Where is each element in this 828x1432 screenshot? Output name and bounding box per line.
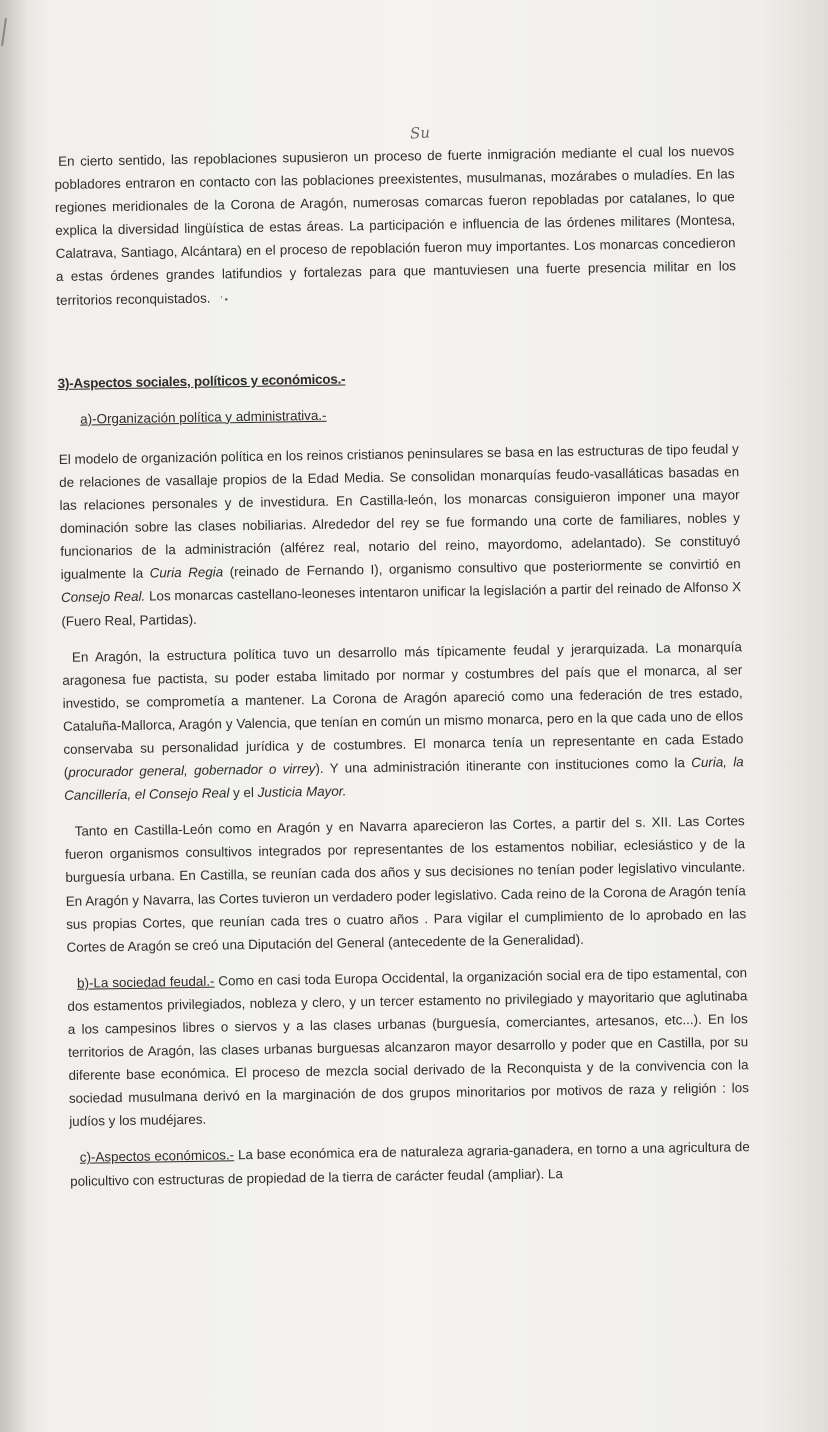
paragraph-modelo-politico: El modelo de organización política en los reinos cristianos peninsulares se basa en las estructuras de tipo feudal y de relaciones de vasallaje propios de la Edad Media. Se consolidan monarquías feudo-vasalláticas basadas en las relaciones personales y de investidura. En Castilla-león, los monarcas consiguieron imponer una mayor dominación sobre las clases nobiliarias. Alrededor del rey se fue formando una corte de familiares, nobles y funcionarios de la administración (alférez real, notario del reino, mayordomo, adelantado). Se constituyó igualmente la Curia Regia (reinado de Fernando I), organismo consultivo que posteriormente se convirtió en Consejo Real. Los monarcas castellano-leoneses intentaron unificar la legislación a partir del reinado de Alfonso X (Fuero Real, Partidas). (58, 441, 742, 629)
page-shadow (0, 0, 28, 1432)
pencil-dots: ' • (220, 293, 228, 304)
paragraph-aragon: En Aragón, la estructura política tuvo un desarrollo más típicamente feudal y jerarquizada. La monarquía aragonesa fue pactista, su poder estaba limitado por normar y costumbres del país que el monarca, al ser investido, se comprometía a mantener. La Corona de Aragón apareció como una federación de tres estado, Cataluña-Mallorca, Aragón y Valencia, que tenían en común un mismo monarca, pero en la que cada uno de ellos conservaba su personalidad jurídica y de costumbres. El monarca tenía un representante en cada Estado (procurador general, gobernador o virrey). Y una administración itinerante con instituciones como la Curia, la Cancillería, el Consejo Real y el Justicia Mayor. (62, 638, 744, 804)
section-3-heading: 3)-Aspectos sociales, políticos y económicos.- (57, 371, 346, 391)
handwritten-mark: Su (409, 123, 431, 143)
section-a-heading: a)-Organización política y administrativa.- (80, 407, 327, 427)
paragraph-repoblaciones: En cierto sentido, las repoblaciones supusieron un proceso de fuerte inmigración mediante el cual los nuevos pobladores entraron en contacto con las poblaciones preexistentes, musulmanas, mozárabes o muladíes. En las regiones meridionales de la Corona de Aragón, numerosas comarcas fueron repobladas por catalanes, lo que explica la diversidad lingüística de estas áreas. La participación e influencia de las órdenes militares (Montesa, Calatrava, Santiago, Alcántara) en el proceso de repoblación fueron muy importantes. Los monarcas concedieron a estas órdenes grandes latifundios y fortalezas para que mantuviesen una fuerte presencia militar en los territorios reconquistados. ' • (54, 143, 737, 308)
paragraph-cortes: Tanto en Castilla-León como en Aragón y en Navarra aparecieron las Cortes, a partir del s. XII. Las Cortes fueron organismos consultivos integrados por representantes de los estamentos nobiliar, eclesiástico y de la burguesía urbana. En Castilla, se reunían cada dos años y sus decisiones no tenían poder legislativo vinculante. En Aragón y Navarra, las Cortes tuvieron un verdadero poder legislativo. Cada reino de la Corona de Aragón tenía sus propias Cortes, que reunían cada tres o cuatro años . Para vigilar el cumplimiento de lo aprobado en las Cortes de Aragón se creó una Diputación del General (antecedente de la Generalidad). (64, 813, 747, 955)
paragraph-aspectos-economicos: c)-Aspectos económicos.- La base económica era de naturaleza agraria-ganadera, en torno a una agricultura de policultivo con estructuras de propiedad de la tierra de carácter feudal (ampliar). La (70, 1139, 750, 1189)
paragraph-sociedad-feudal: b)-La sociedad feudal.- Como en casi toda Europa Occidental, la organización social era de tipo estamental, con dos estamentos privilegiados, nobleza y clero, y un tercer estamento no privilegiado y mayoritario que aglutinaba a los campesinos libres o siervos y a las clases urbanas (burguesía, comerciantes, artesanos, etc...). En los territorios de Aragón, las clases urbanas burguesas alcanzaron mayor desarrollo y poder que en Castilla, por su diferente base económica. El proceso de mezcla social derivado de la Reconquista y de la convivencia con la sociedad musulmana derivó en la marginación de dos grupos minoritarios por motivos de raza y religión : los judíos y los mudéjares. (67, 965, 749, 1130)
section-c-heading: c)-Aspectos económicos.- (79, 1147, 235, 1166)
section-b-heading: b)-La sociedad feudal.- (76, 973, 215, 991)
document-body (54, 139, 750, 1192)
